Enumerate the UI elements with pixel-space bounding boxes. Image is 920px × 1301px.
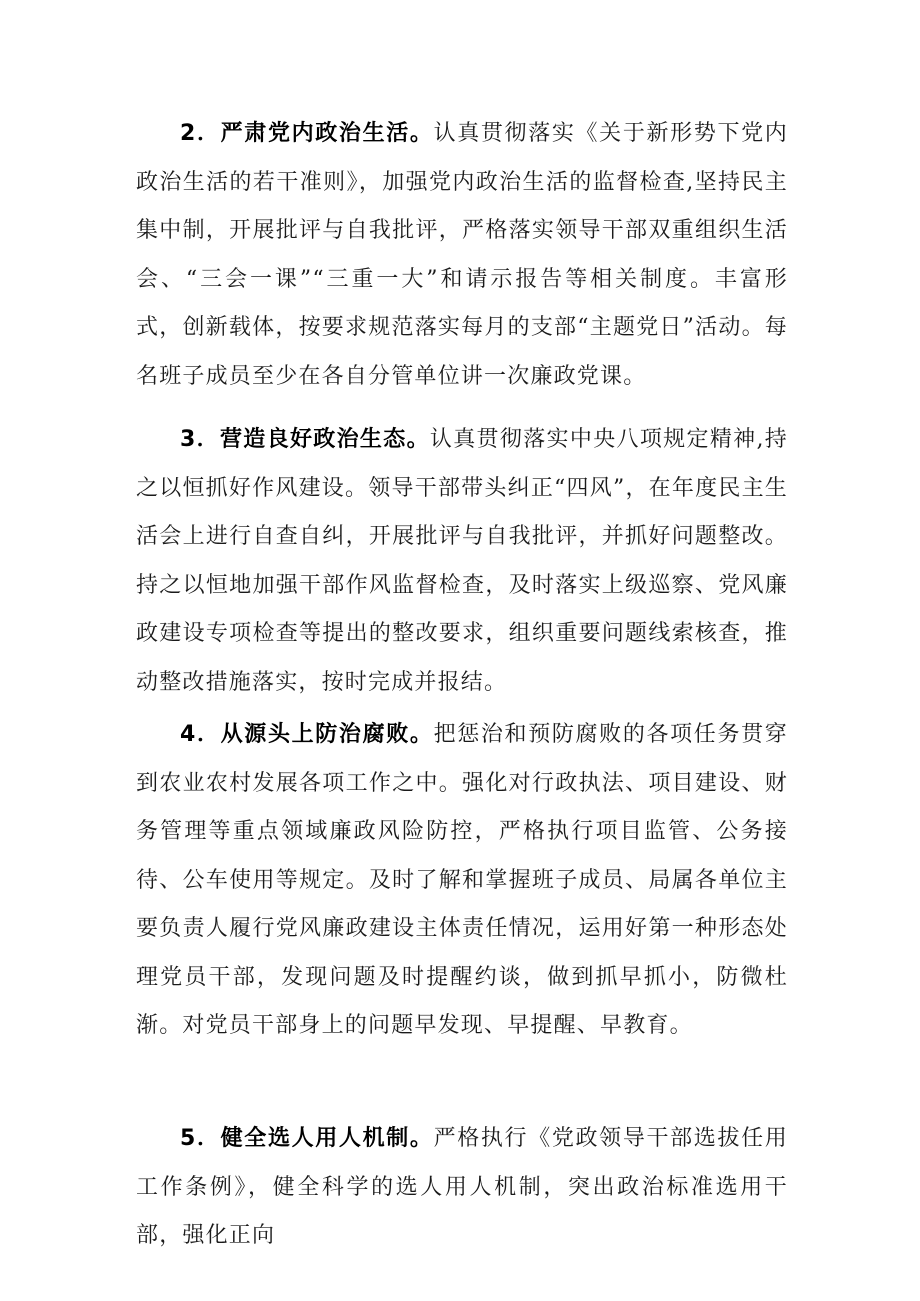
paragraph-2-body: 认真贯彻落实《关于新形势下党内政治生活的若干准则》，加强党内政治生活的监督检查,坚持民主集中制，开展批评与自我批评，严格落实领导干部双重组织生活会、“三会一课”“三重一大”和请示报告等相关制度。丰富形式，创新载体，按要求规范落实每月的支部“主题党日”活动。每名班子成员至少在各自分管单位讲一次廉政党课。: [136, 121, 788, 389]
paragraph-2-heading: 2．严肃党内政治生活。: [180, 121, 434, 146]
paragraph-5-body: 严格执行《党政领导干部选拔任用工作条例》，健全科学的选人用人机制，突出政治标准选用干部，强化正向: [136, 1126, 788, 1248]
paragraph-3-heading: 3．营造良好政治生态。: [180, 427, 430, 452]
paragraph-4: [136, 711, 788, 1051]
paragraph-4-body: 把惩治和预防腐败的各项任务贯穿到农业农村发展各项工作之中。强化对行政执法、项目建设、财务管理等重点领域廉政风险防控，严格执行项目监管、公务接待、公车使用等规定。及时了解和掌握班子成员、局属各单位主要负责人履行党风廉政建设主体责任情况，运用好第一种形态处理党员干部，发现问题及时提醒约谈，做到抓早抓小，防微杜渐。对党员干部身上的问题早发现、早提醒、早教育。: [136, 722, 788, 1038]
paragraph-5: [136, 1115, 788, 1261]
paragraph-4-heading: 4．从源头上防治腐败。: [180, 722, 434, 747]
paragraph-3: [136, 416, 788, 707]
paragraph-5-heading: 5．健全选人用人机制。: [180, 1126, 434, 1151]
paragraph-2: [136, 110, 788, 401]
paragraph-3-body: 认真贯彻落实中央八项规定精神,持之以恒抓好作风建设。领导干部带头纠正“四风”，在年度民主生活会上进行自查自纠，开展批评与自我批评，并抓好问题整改。持之以恒地加强干部作风监督检查，及时落实上级巡察、党风廉政建设专项检查等提出的整改要求，组织重要问题线索核查，推动整改措施落实，按时完成并报结。: [136, 427, 788, 695]
